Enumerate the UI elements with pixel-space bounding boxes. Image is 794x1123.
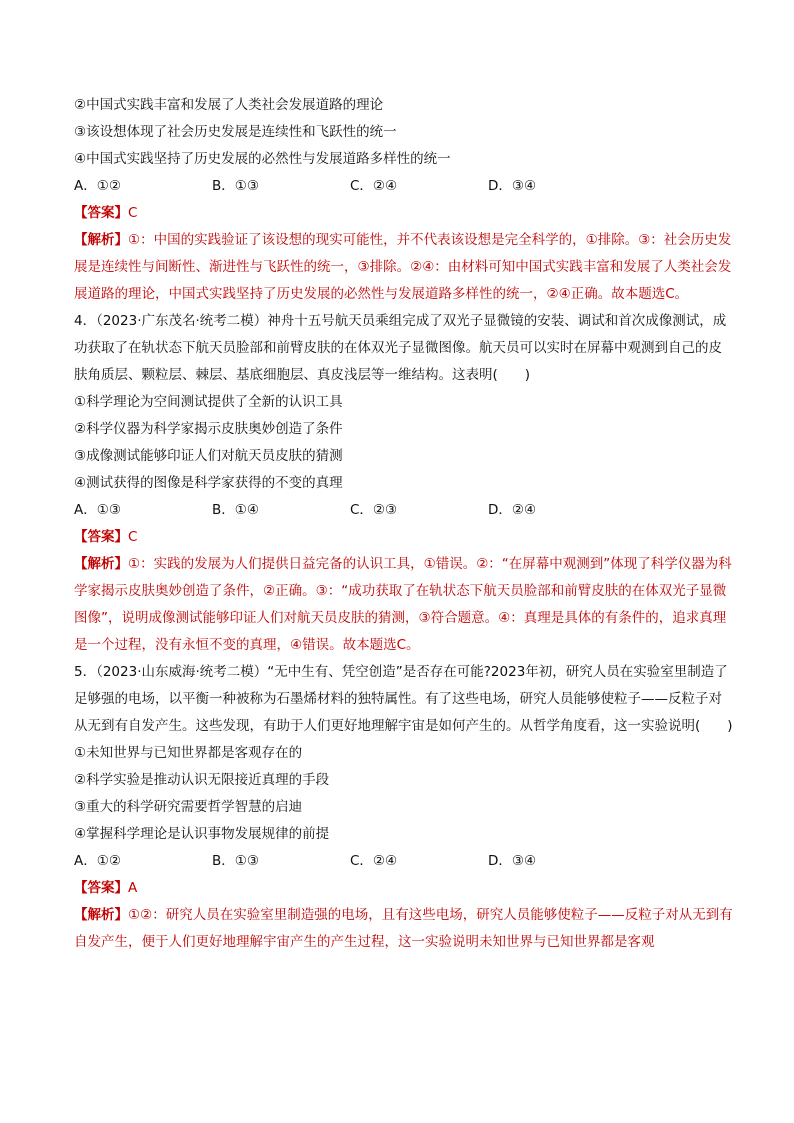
q4-answer-label: 【答案】 (74, 529, 128, 545)
q5-answer-label: 【答案】 (74, 880, 128, 896)
q5-item-3: ③重大的科学研究需要哲学智慧的启迪 (74, 799, 303, 815)
q3-answer-value: C (128, 205, 138, 221)
q3-analysis-text: ①：中国的实践验证了该设想的现实可能性，并不代表该设想是完全科学的，①排除。③：社会历史发展是连续性与间断性、渐进性与飞跃性的统一，③排除。②④：由材料可知中国式实践丰富和发展了人类社会发展道路的理论，中国式实践坚持了历史发展的必然性与发展道路多样性的统一，②④正确。故本题选C。 (74, 232, 732, 302)
q4-item-4: ④测试获得的图像是科学家获得的不变的真理 (74, 475, 343, 491)
q3-item-2: ②中国式实践丰富和发展了人类社会发展道路的理论 (74, 97, 384, 113)
q5-option-a: A．①② (74, 853, 121, 869)
q4-option-a: A．①③ (74, 502, 121, 518)
q3-options (74, 173, 734, 200)
q4-stem: 4．（2023·广东茂名·统考二模）神舟十五号航天员乘组完成了双光子显微镜的安装、调试和首次成像测试，成功获取了在轨状态下航天员脸部和前臂皮肤的在体双光子显微图像。航天员可以实时在屏幕中观测到自己的皮肤角质层、颗粒层、棘层、基底细胞层、真皮浅层等一维结构。这表明( ) (74, 313, 727, 383)
q3-option-a: A．①② (74, 178, 121, 194)
q5-answer (74, 875, 734, 902)
q3-option-c: C．②④ (350, 178, 398, 194)
q4-analysis-text: ①：实践的发展为人们提供日益完备的认识工具，①错误。②：“在屏幕中观测到”体现了科学仪器为科学家揭示皮肤奥妙创造了条件，②正确。③：“成功获取了在轨状态下航天员脸部和前臂皮肤的在体双光子显微图像”，说明成像测试能够印证人们对航天员皮肤的猜测，③符合题意。④：真理是具体的有条件的，追求真理是一个过程，没有永恒不变的真理，④错误。故本题选C。 (74, 556, 732, 653)
q5-analysis (74, 902, 734, 956)
q5-item-2: ②科学实验是推动认识无限接近真理的手段 (74, 772, 330, 788)
q3-option-b: B．①③ (212, 178, 259, 194)
q5-answer-value: A (128, 880, 138, 896)
q3-analysis-label: 【解析】 (74, 232, 128, 248)
q3-answer-label: 【答案】 (74, 205, 128, 221)
q5-stem: 5．（2023·山东威海·统考二模）“无中生有、凭空创造”是否存在可能?2023年初，研究人员在实验室里制造了足够强的电场，以平衡一种被称为石墨烯材料的独特属性。有了这些电场，研究人员能够使粒子——反粒子对从无到有自发产生。这些发现，有助于人们更好地理解宇宙是如何产生的。从哲学角度看，这一实验说明( ) (74, 664, 733, 734)
q3-option-d: D．③④ (488, 178, 537, 194)
q4-analysis (74, 551, 734, 659)
q4-analysis-label: 【解析】 (74, 556, 128, 572)
q4-answer (74, 524, 734, 551)
q5-option-d: D．③④ (488, 853, 537, 869)
q4-item-1: ①科学理论为空间测试提供了全新的认识工具 (74, 394, 343, 410)
q5-option-c: C．②④ (350, 853, 398, 869)
document-content (74, 92, 734, 956)
q3-item-3: ③该设想体现了社会历史发展是连续性和飞跃性的统一 (74, 124, 397, 140)
q3-answer (74, 200, 734, 227)
q4-option-b: B．①④ (212, 502, 259, 518)
q3-analysis (74, 227, 734, 308)
q5-analysis-label: 【解析】 (74, 907, 128, 923)
q4-item-3: ③成像测试能够印证人们对航天员皮肤的猜测 (74, 448, 343, 464)
q5-item-1: ①未知世界与已知世界都是客观存在的 (74, 745, 303, 761)
q4-options (74, 497, 734, 524)
q5-option-b: B．①③ (212, 853, 259, 869)
q5-item-4: ④掌握科学理论是认识事物发展规律的前提 (74, 826, 330, 842)
q4-option-c: C．②③ (350, 502, 398, 518)
q4-item-2: ②科学仪器为科学家揭示皮肤奥妙创造了条件 (74, 421, 343, 437)
q4-option-d: D．②④ (488, 502, 537, 518)
q3-item-4: ④中国式实践坚持了历史发展的必然性与发展道路多样性的统一 (74, 151, 451, 167)
q4-answer-value: C (128, 529, 138, 545)
q5-analysis-text: ①②：研究人员在实验室里制造强的电场，且有这些电场，研究人员能够使粒子——反粒子对从无到有自发产生，便于人们更好地理解宇宙产生的产生过程，这一实验说明未知世界与已知世界都是客观 (74, 907, 733, 950)
q5-options (74, 848, 734, 875)
